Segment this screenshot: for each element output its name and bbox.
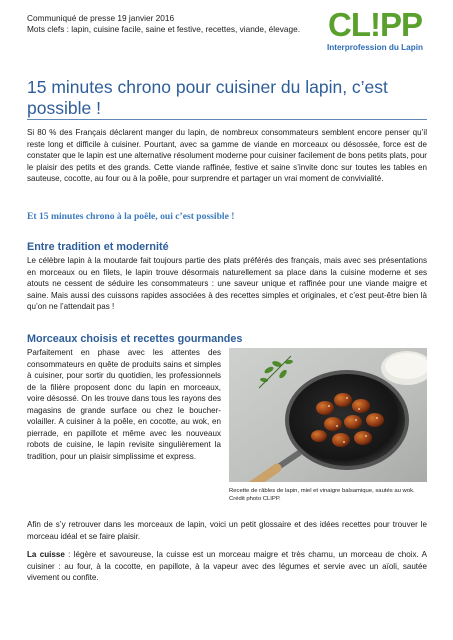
highlight-subheading: Et 15 minutes chrono à la poêle, oui c’est possible ! (27, 211, 235, 222)
glossary-intro: Afin de s’y retrouver dans les morceaux de lapin, voici un petit glossaire et des idées recettes pour trouver le morceau idéal et se faire plaisir. (27, 520, 427, 541)
glossary-term: La cuisse (27, 550, 65, 559)
article-title: 15 minutes chrono pour cuisiner du lapin, c’est possible ! (27, 77, 388, 118)
intro-paragraph: Si 80 % des Français déclarent manger du lapin, de nombreux consommateurs semblent encore penser qu’il reste long et difficile à cuisiner. Pourtant, avec sa gamme de viande en morceaux ou désossée, force est de constater que le lapin est une alternative résolument moderne pour cuisiner facilement de bons petits plats, pour le plaisir des petits et des grands. Cette viande raffinée, festive et saine s’invite donc sur toutes les tables en sauteuse, cocotte, au four ou à la poêle, pour surprendre et partager un vrai moment de convivialité. (27, 128, 427, 183)
title-divider (27, 119, 427, 120)
section-heading-morceaux: Morceaux choisis et recettes gourmandes (27, 333, 243, 345)
photo-credit: Crédit photo CLIPP. (229, 496, 281, 502)
clipp-logo-tagline: Interprofession du Lapin (327, 43, 423, 52)
glossary-definition: : légère et savoureuse, la cuisse est un morceau maigre et très charnu, un morceau de choix. A cuisiner : au four, à la cocotte, en papillote, à la vapeur avec des légumes et servie avec un aïoli, sautée vivement ou confite. (27, 550, 427, 582)
wok-rabbit-photo (229, 348, 427, 482)
section-body-tradition: Le célèbre lapin à la moutarde fait toujours partie des plats préférés des français, mais avec ses présentations en morceaux ou en filets, le lapin trouve désormais naturellement sa place dans la cuisine moderne et ses atouts ne cessent de séduire les consommateurs : une saveur unique et raffinée pour une viande maigre et saine. Mais aussi des cuissons rapides associées à des recettes simples et originales, et c’est peut-être bien là qu’on ne l’attendait pas ! (27, 256, 427, 311)
clipp-logo (315, 8, 435, 56)
logo-word-bang: ! (369, 6, 380, 43)
wok-rabbit-photo-illustration (229, 348, 427, 482)
press-release-date: Communiqué de presse 19 janvier 2016 (27, 13, 175, 23)
section-body-morceaux: Parfaitement en phase avec les attentes des consommateurs en quête de produits sains et simples à cuisiner, pour sortir du quotidien, les professionnels de la filière proposent donc du lapin en morceaux, voire désossé. On les trouve dans tous les rayons des magasins de grande surface ou chez le boucher-volailler. A cuisiner à la poêle, en cocotte, au wok, en pierrade, en papillote et même avec les nouveaux robots de cuisine, le lapin revisite singulièrement la tradition, pour un plaisir simplissime et express. (27, 348, 221, 461)
photo-caption-text: Recette de râbles de lapin, miel et vinaigre balsamique, sautés au wok. (229, 488, 415, 494)
header-meta (27, 13, 312, 34)
logo-word-left: CL (327, 6, 370, 43)
keywords-line: Mots clefs : lapin, cuisine facile, saine et festive, recettes, viande, élevage. (27, 23, 301, 34)
photo-caption (229, 487, 434, 503)
glossary-entry-cuisse (27, 549, 427, 584)
section-heading-tradition: Entre tradition et modernité (27, 241, 169, 253)
clipp-logo-word (315, 8, 435, 42)
logo-word-right: PP (379, 6, 423, 43)
